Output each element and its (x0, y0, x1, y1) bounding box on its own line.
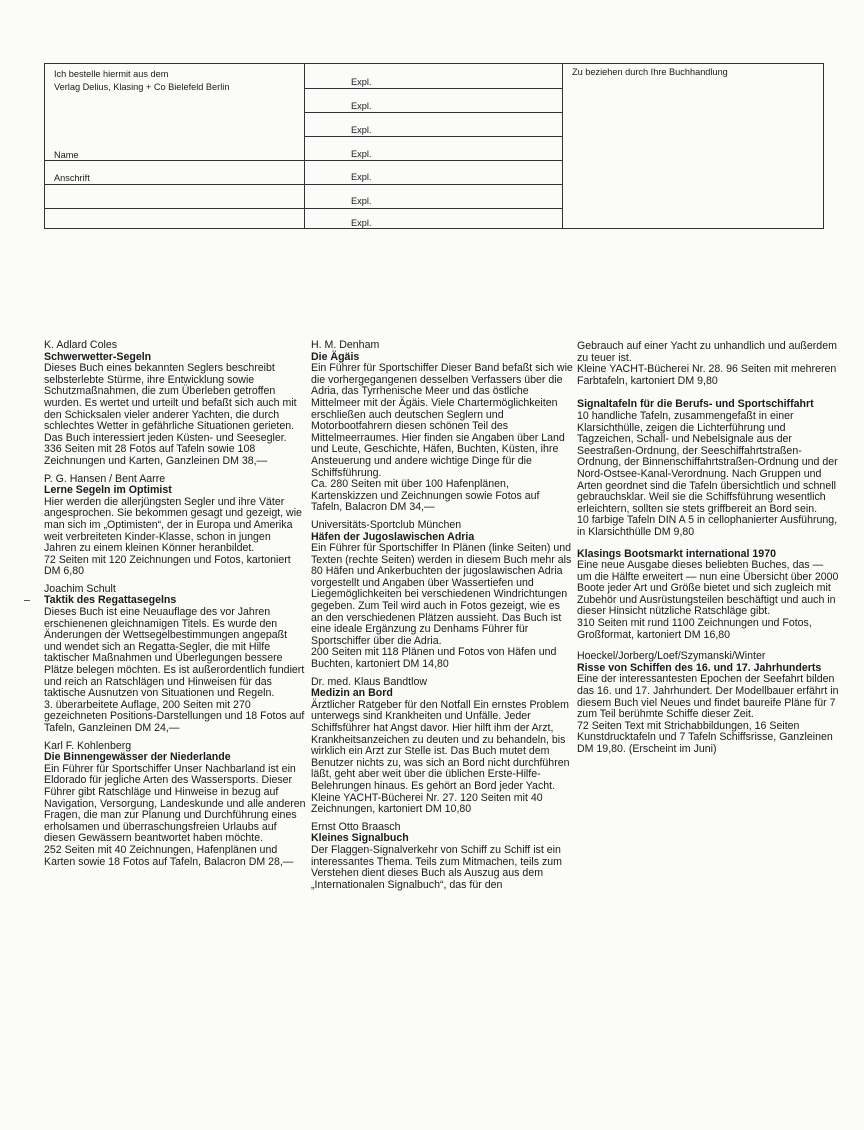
book-author: Ernst Otto Braasch (311, 820, 401, 833)
book-title: Schwerwetter-Segeln (44, 350, 152, 363)
book-entry (311, 520, 573, 671)
book-title: Taktik des Regattasegelns (44, 594, 177, 607)
book-title: Häfen der Jugoslawischen Adria (311, 530, 475, 543)
address-field[interactable] (45, 208, 304, 209)
orderer-column (45, 64, 305, 228)
copies-field[interactable] (304, 160, 562, 161)
book-entry (311, 677, 573, 816)
book-entry (577, 399, 839, 538)
book-specs: 10 farbige Tafeln DIN A 5 in cellophanierter Ausführung, in Klarsichthülle DM 9,80 (577, 514, 838, 538)
name-label: Name (54, 150, 79, 160)
book-author: Karl F. Kohlenberg (44, 739, 132, 752)
book-entry (311, 822, 573, 892)
book-entry (44, 741, 306, 869)
book-column-3 (577, 341, 839, 762)
book-description: Ärztlicher Ratgeber für den Notfall Ein ernstes Problem unterwegs sind Krankheiten und Unfälle. Jeder Schiffsführer hat Angst davor. Hier hilft ihm der Arzt, Krankheitsanzeichen zu deuten und zu behandeln, bis wirklich ein Arzt zur Stelle ist. Das Buch mutet dem Benutzer nichts zu, was sich an Bord nicht durchführen läßt, geht aber weit über die üblichen Erste-Hilfe-Belehrungen hinaus. Es gehört an Bord jeder Yacht. (311, 698, 570, 792)
book-description: Dieses Buch ist eine Neuauflage des vor Jahren erschienenen gleichnamigen Titels. Es wurde den Änderungen der Wettsegelbestimmungen angepaßt und wendet sich an Regatta-Segler, die mit Hilfe taktischer Maßnahmen und Überlegungen bessere Plätze belegen möchten. Es ist außerordentlich fundiert und reich an Ratschlägen und Hinweisen für das taktische Ausnutzen von Situationen und Regeln. (44, 606, 305, 700)
margin-tick (24, 600, 30, 601)
book-title: Klasings Bootsmarkt international 1970 (577, 547, 776, 560)
book-description: Eine der interessantesten Epochen der Seefahrt bilden das 16. und 17. Jahrhundert. Der Modellbauer erfährt in diesem Buch viel Neues und findet baureife Pläne für 7 zum Teil berühmte Schiffe dieser Zeit. (577, 673, 839, 721)
name-field[interactable] (45, 184, 304, 185)
book-title: Lerne Segeln im Optimist (44, 484, 172, 497)
book-entry (44, 474, 306, 578)
expl-label: Expl. (351, 101, 372, 111)
book-author: P. G. Hansen / Bent Aarre (44, 472, 166, 485)
expl-label: Expl. (351, 149, 372, 159)
book-title: Signaltafeln für die Berufs- und Sportschiffahrt (577, 398, 814, 411)
book-specs: Kleine YACHT-Bücherei Nr. 28. 96 Seiten mit mehreren Farbtafeln, kartoniert DM 9,80 (577, 363, 837, 387)
book-description: Der Flaggen-Signalverkehr von Schiff zu Schiff ist ein interessantes Thema. Teils zum Mitmachen, teils zum Verstehen dient dieses Buch als Auszug aus dem „Internationalen Signalbuch“, das für den (311, 843, 563, 891)
book-author: Joachim Schult (44, 582, 116, 595)
book-title: Risse von Schiffen des 16. und 17. Jahrhunderts (577, 661, 822, 674)
book-column-2 (311, 340, 573, 897)
expl-label: Expl. (351, 125, 372, 135)
book-author: Dr. med. Klaus Bandtlow (311, 675, 427, 688)
book-title: Die Ägäis (311, 350, 360, 363)
book-specs: 72 Seiten mit 120 Zeichnungen und Fotos, kartoniert DM 6,80 (44, 553, 291, 578)
book-entry (311, 340, 573, 514)
book-specs: Ca. 280 Seiten mit über 100 Hafenplänen, Kartenskizzen und Zeichnungen sowie Fotos auf Tafeln, Balacron DM 34,— (311, 478, 540, 514)
supply-note: Zu beziehen durch Ihre Buchhandlung (572, 67, 728, 77)
book-entry-continued (577, 341, 839, 387)
form-rule (45, 160, 304, 161)
copies-field[interactable] (304, 136, 562, 137)
book-specs: Kleine YACHT-Bücherei Nr. 27. 120 Seiten mit 40 Zeichnungen, kartoniert DM 10,80 (311, 791, 543, 816)
book-description: Ein Führer für Sportschiffer Dieser Band befaßt sich wie die vorhergegangenen desselben Verfassers über die Adria, das Tyrrhenische Meer und das östliche Mittelmeer mit der Ägäis. Viele Chartermöglichkeiten erschließen auch deutschen Seglern und Motorbootfahrern diesen schönen Teil des Mittelmeerraumes. Hier finden sie Angaben über Land und Leute, Geschichte, Häfen, Buchten, Küsten, ihre Ansteuerung und andere wichtige Dinge für die Schiffsführung. (311, 362, 573, 479)
book-column-1 (44, 340, 306, 874)
order-intro (54, 68, 229, 93)
book-author: Universitäts-Sportclub München (311, 518, 462, 531)
book-specs: 200 Seiten mit 118 Plänen und Fotos von Häfen und Buchten, kartoniert DM 14,80 (311, 646, 557, 671)
book-entry (44, 340, 306, 468)
book-title: Kleines Signalbuch (311, 832, 409, 845)
order-intro-line: Ich bestelle hiermit aus dem (54, 69, 169, 79)
book-description: Hier werden die allerjüngsten Segler und ihre Väter angesprochen. Sie bekommen gesagt und gezeigt, wie man sich im „Optimisten“, der in Europa und Amerika weit verbreiteten Kinder-Klasse, schon in jungen Jahren zu einem kleinen Könner heranbildet. (44, 495, 302, 555)
copies-field[interactable] (304, 88, 562, 89)
book-title: Die Binnengewässer der Niederlande (44, 751, 231, 764)
book-author: K. Adlard Coles (44, 339, 118, 351)
order-form (44, 63, 824, 229)
book-description: Eine neue Ausgabe dieses beliebten Buches, das — um die Hälfte erweitert — nun eine Übersicht über 2000 Boote jeder Art und Größe bietet und sich zugleich mit Zubehör und Ausrüstungsteilen beschäftigt und auch in dieser Hinsicht nützliche Ratschläge gibt. (577, 559, 839, 618)
copies-column (304, 64, 563, 228)
book-specs: 336 Seiten mit 28 Fotos auf Tafeln sowie 108 Zeichnungen und Karten, Ganzleinen DM 38,— (44, 443, 268, 467)
expl-label: Expl. (351, 218, 372, 228)
expl-label: Expl. (351, 196, 372, 206)
expl-label: Expl. (351, 77, 372, 87)
book-author: Hoeckel/Jorberg/Loef/Szymanski/Winter (577, 650, 766, 663)
copies-field[interactable] (304, 112, 562, 113)
book-specs: 3. überarbeitete Auflage, 200 Seiten mit 270 gezeichneten Positions-Darstellungen und 18 Fotos auf Tafeln, Ganzleinen DM 24,— (44, 698, 305, 734)
book-description: 10 handliche Tafeln, zusammengefaßt in einer Klarsichthülle, zeigen die Lichterführung und Tagzeichen, Schall- und Nebelsignale aus der Seestraßen-Ordnung, der Seeschiffahrtstraßen-Ordnung, der Binnenschiffahrtstraßen-Ordnung und der Nord-Ostsee-Kanal-Verordnung. Nach Gruppen und Arten geordnet sind die Tafeln übersichtlich und schnell gebrauchsklar. Weil sie die Schiffsführung wesentlich erleichtern, sollten sie stets griffbereit an Bord sein. (577, 409, 838, 515)
book-specs: 252 Seiten mit 40 Zeichnungen, Hafenplänen und Karten sowie 18 Fotos auf Tafeln, Balacron DM 28,— (44, 843, 294, 868)
book-description: Gebrauch auf einer Yacht zu unhandlich und außerdem zu teuer ist. (577, 340, 837, 364)
book-author: H. M. Denham (311, 339, 380, 351)
copies-field[interactable] (304, 184, 562, 185)
book-entry (577, 549, 839, 642)
book-entry (577, 651, 839, 755)
book-description: Ein Führer für Sportschiffer In Plänen (linke Seiten) und Texten (rechte Seiten) werden in diesem Buch mehr als 80 Häfen und Ankerbuchten der jugoslawischen Adria vorgestellt und Angaben über Wassertiefen und Liegemöglichkeiten bei verschiedenen Windrichtungen gegeben. Zum Teil wird auch in Fotos gezeigt, wie es an den verschiedenen Plätzen aussieht. Das Buch ist eine ideale Ergänzung zu Denhams Führer für Sportschiffer über die Adria. (311, 542, 572, 647)
book-specs: 310 Seiten mit rund 1100 Zeichnungen und Fotos, Großformat, kartoniert DM 16,80 (577, 617, 812, 641)
book-description: Dieses Buch eines bekannten Seglers beschreibt selbsterlebte Stürme, ihre Entwicklung sowie Schutzmaßnahmen, die zum Überleben getroffen wurden. Es wertet und urteilt und befaßt sich auch mit den Schicksalen vieler anderer Yachten, die durch schlechtes Wetter in gefährliche Situationen gerieten. Das Buch interessiert jeden Küsten- und Seesegler. (44, 362, 297, 444)
expl-label: Expl. (351, 172, 372, 182)
book-specs: 72 Seiten Text mit Strichabbildungen, 16 Seiten Kunstdrucktafeln und 7 Tafeln Schiffsrisse, Ganzleinen DM 19,80. (Erscheint im Juni) (577, 719, 833, 755)
bookshop-column (562, 64, 823, 228)
address-label: Anschrift (54, 173, 90, 183)
book-entry (44, 584, 306, 735)
book-description: Ein Führer für Sportschiffer Unser Nachbarland ist ein Eldorado für jegliche Arten des Wassersports. Dieser Führer gibt Ratschläge und Hinweise in bezug auf Navigation, Versorgung, Landeskunde und alle anderen Fragen, die man zur Planung und Durchführung eines erholsamen und überraschungsfreien Urlaubs auf diesen Gewässern beantwortet haben möchte. (44, 762, 306, 845)
copies-field[interactable] (304, 208, 562, 209)
order-intro-line: Verlag Delius, Klasing + Co Bielefeld Berlin (54, 81, 230, 92)
book-title: Medizin an Bord (311, 687, 393, 700)
